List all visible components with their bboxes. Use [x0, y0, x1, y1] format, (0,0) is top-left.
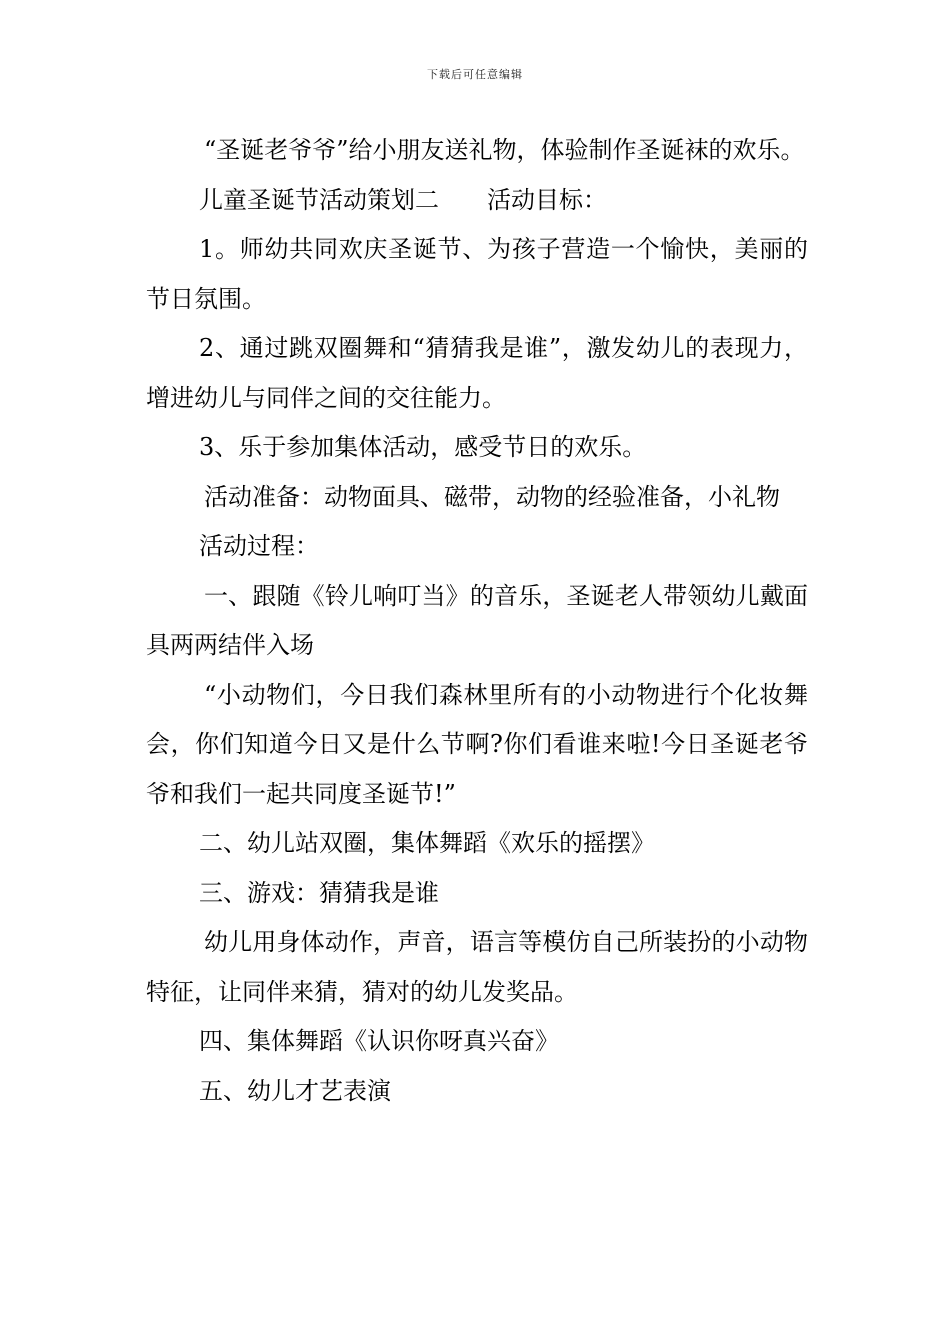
paragraph-12: 幼儿用身体动作，声音，语言等模仿自己所装扮的小动物特征，让同伴来猜，猜对的幼儿发奖品。 — [146, 928, 808, 1006]
paragraph-5: 3、乐于参加集体活动，感受节日的欢乐。 — [199, 433, 647, 461]
paragraph-9: “小动物们，今日我们森林里所有的小动物进行个化妆舞会，你们知道今日又是什么节啊?你们看谁来啦!今日圣诞老爷爷和我们一起共同度圣诞节!” — [146, 680, 808, 808]
paragraph-1: “圣诞老爷爷”给小朋友送礼物，体验制作圣诞袜的欢乐。 — [204, 136, 805, 164]
paragraph-6: 活动准备：动物面具、磁带，动物的经验准备，小礼物 — [204, 482, 780, 511]
page-header: 下载后可任意编辑 — [427, 68, 523, 81]
paragraph-4: 2、通过跳双圈舞和“猜猜我是谁”，激发幼儿的表现力，增进幼儿与同伴之间的交往能力。 — [146, 334, 808, 412]
paragraph-8: 一、跟随《铃儿响叮当》的音乐，圣诞老人带领幼儿戴面具两两结伴入场 — [146, 581, 808, 659]
paragraph-7: 活动过程： — [199, 532, 319, 560]
paragraph-10: 二、幼儿站双圈，集体舞蹈《欢乐的摇摆》 — [199, 829, 655, 857]
paragraph-3: 1。师幼共同欢庆圣诞节、为孩子营造一个愉快，美丽的节日氛围。 — [146, 235, 808, 313]
paragraph-11: 三、游戏：猜猜我是谁 — [199, 878, 439, 907]
paragraph-14: 五、幼儿才艺表演 — [199, 1076, 391, 1105]
paragraph-13: 四、集体舞蹈《认识你呀真兴奋》 — [199, 1027, 559, 1055]
document-body — [146, 126, 808, 1116]
paragraph-2: 儿童圣诞节活动策划二 活动目标： — [199, 185, 607, 214]
